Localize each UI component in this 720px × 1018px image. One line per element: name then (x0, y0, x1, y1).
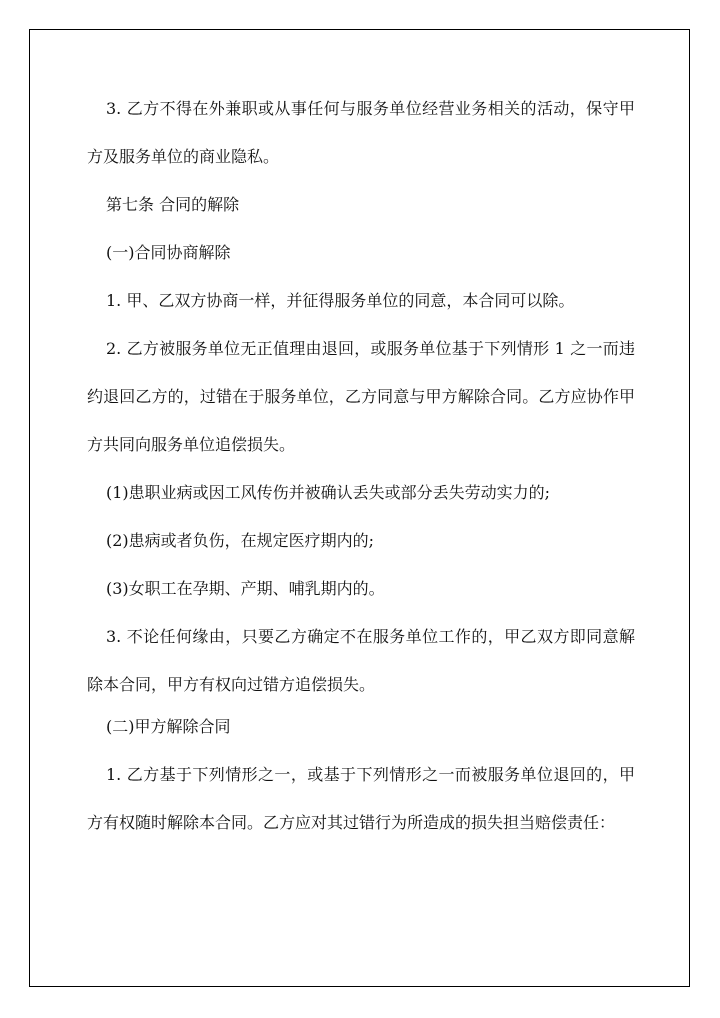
article-7-heading: 第七条 合同的解除 (106, 195, 240, 214)
item-3-pregnancy: (3)女职工在孕期、产期、哺乳期内的。 (106, 579, 385, 598)
clause-3-confidentiality: 3. 乙方不得在外兼职或从事任何与服务单位经营业务相关的活动，保守甲方及服务单位的商业隐私。 (87, 99, 635, 166)
clause-1-party-a-termination: 1. 乙方基于下列情形之一，或基于下列情形之一而被服务单位退回的，甲方有权随时解除本合同。乙方应对其过错行为所造成的损失担当赔偿责任： (87, 765, 635, 832)
clause-3-any-reason: 3. 不论任何缘由，只要乙方确定不在服务单位工作的，甲乙双方即同意解除本合同，甲方有权向过错方追偿损失。 (87, 627, 635, 694)
item-2-illness-injury: (2)患病或者负伤，在规定医疗期内的; (106, 531, 375, 550)
clause-1-mutual-termination: 1. 甲、乙双方协商一样，并征得服务单位的同意，本合同可以除。 (106, 291, 575, 310)
section-2-heading: (二)甲方解除合同 (106, 717, 231, 736)
clause-2-returned-by-unit: 2. 乙方被服务单位无正值理由退回，或服务单位基于下列情形 1 之一而违约退回乙方的，过错在于服务单位，乙方同意与甲方解除合同。乙方应协作甲方共同向服务单位追偿损失。 (87, 339, 635, 454)
item-1-occupational-disease: (1)患职业病或因工风传伤并被确认丢失或部分丢失劳动实力的; (106, 483, 551, 502)
section-1-heading: (一)合同协商解除 (106, 243, 231, 262)
